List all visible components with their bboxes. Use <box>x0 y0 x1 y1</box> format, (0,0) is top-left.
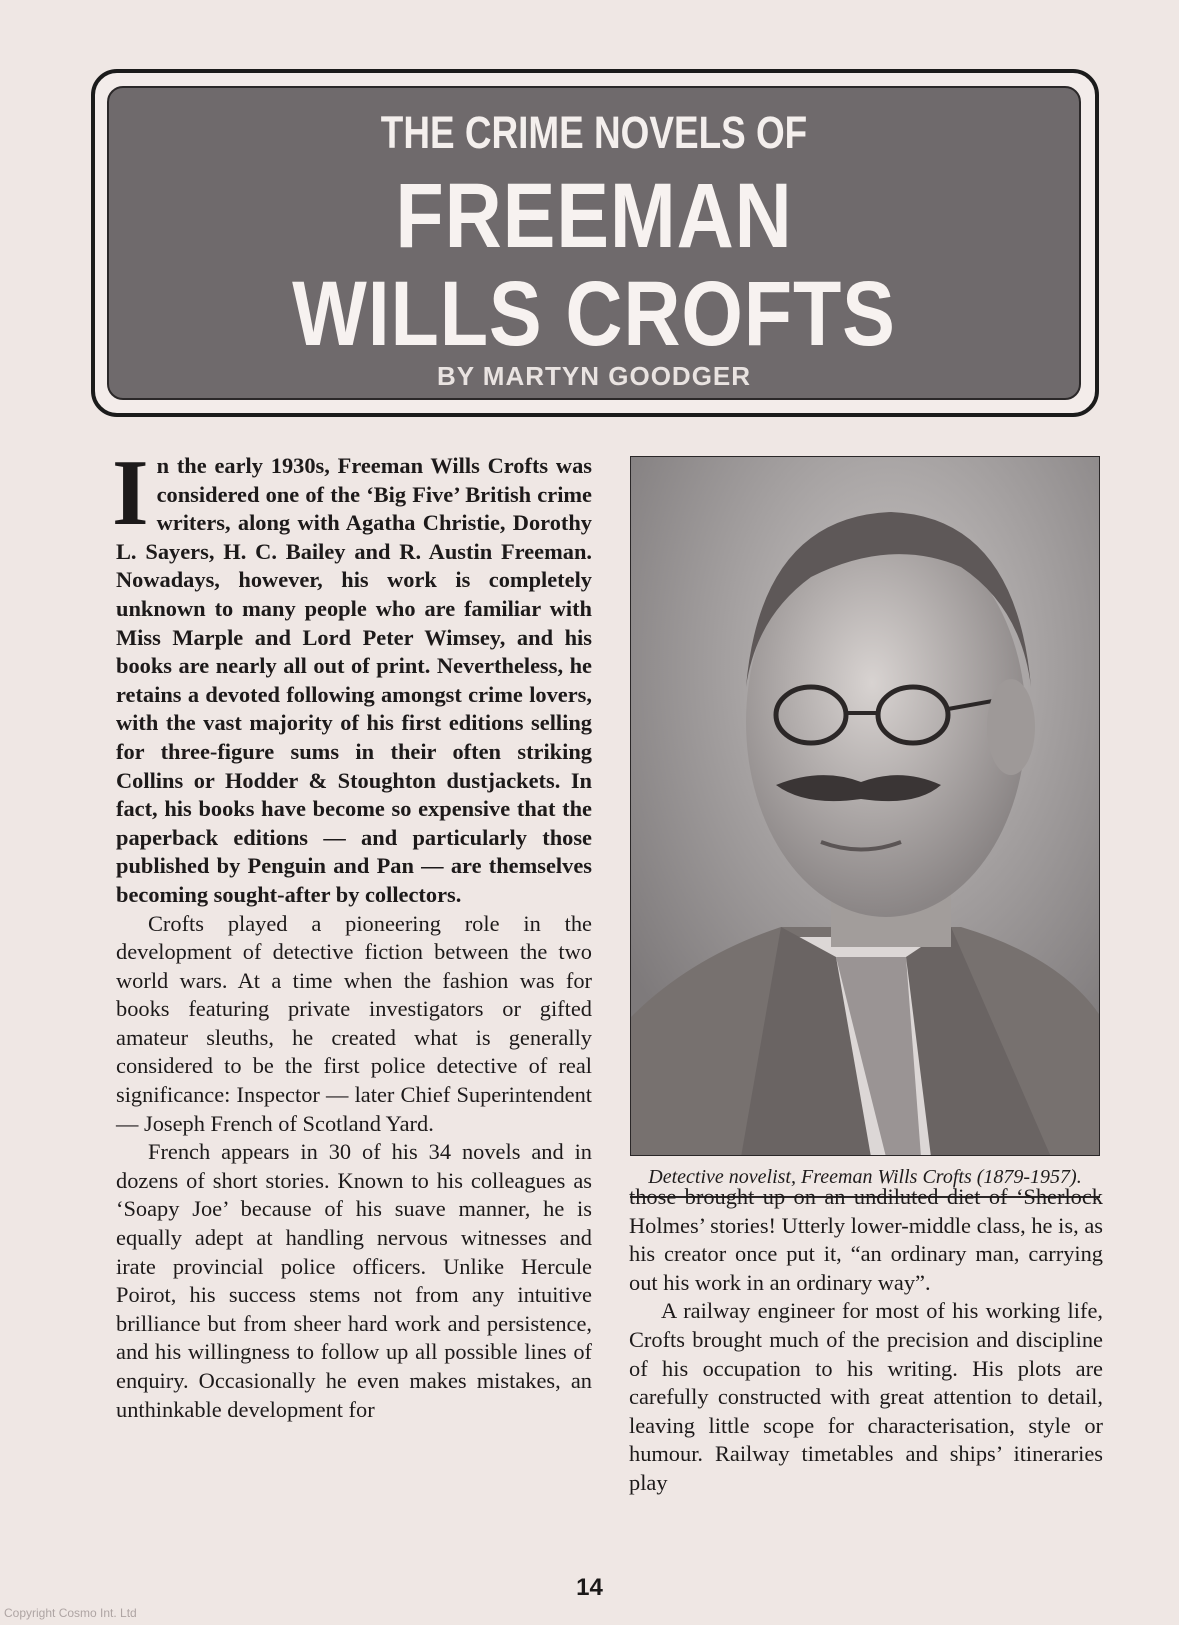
article-column-right <box>629 1183 1103 1498</box>
body-paragraph: Crofts played a pioneering role in the development of detective fiction between the two world wars. At a time when the fashion was for books featuring private investigators or gifted amateur sleuths, he created what is generally considered to be the first police detective of real significance: Inspector — later Chief Superintendent — Joseph French of Scotland Yard. <box>116 910 592 1136</box>
author-portrait-photo <box>630 456 1100 1156</box>
body-paragraph: French appears in 30 of his 34 novels and in dozens of short stories. Known to his colleagues as ‘Soapy Joe’ because of his suave manner, he is equally adept at handling nervous witnesses and irate provincial police officers. Unlike Hercule Poirot, his success stems not from any intuitive brilliance but from sheer hard work and persistence, and his willingness to follow up all possible lines of enquiry. Occasionally he even makes mistakes, an unthinkable development for <box>116 1139 592 1422</box>
title-kicker: THE CRIME NOVELS OF <box>380 107 808 158</box>
article-column-left <box>112 441 592 1424</box>
byline: BY MARTYN GOODGER <box>436 361 752 391</box>
title-line-1: FREEMAN <box>395 165 793 267</box>
body-paragraph: those brought up on an undiluted diet of ‘Sherlock Holmes’ stories! Utterly lower-middle class, he is, as his creator once put it, “an ordinary man, carrying out his work in an ordinary way”. <box>629 1184 1103 1295</box>
portrait-illustration <box>631 457 1100 1156</box>
intro-paragraph <box>112 441 592 910</box>
intro-paragraph-text: n the early 1930s, Freeman Wills Crofts was considered one of the ‘Big Five’ British crime writers, along with Agatha Christie, Dorothy L. Sayers, H. C. Bailey and R. Austin Freeman. Nowadays, however, his work is completely unknown to many people who are familiar with Miss Marple and Lord Peter Wimsey, and his books are nearly all out of print. Nevertheless, he retains a devoted following amongst crime lovers, with the vast majority of his first editions selling for three-figure sums in their often striking Collins or Hodder & Stoughton dustjackets. In fact, his books have become so expensive that the paperback editions — and particularly those published by Penguin and Pan — are themselves becoming sought-after by collectors. <box>116 453 592 907</box>
title-line-2: WILLS CROFTS <box>292 263 896 365</box>
photo-caption: Detective novelist, Freeman Wills Crofts (1879-1957). <box>648 1166 1082 1188</box>
body-paragraph: A railway engineer for most of his working life, Crofts brought much of the precision and discipline of his occupation to his writing. His plots are carefully constructed with great attention to detail, leaving little scope for characterisation, style or humour. Railway timetables and ships’ itineraries play <box>629 1298 1103 1495</box>
copyright-watermark: Copyright Cosmo Int. Ltd <box>4 1606 137 1620</box>
drop-cap: I <box>112 441 149 545</box>
page-number: 14 <box>576 1574 603 1601</box>
